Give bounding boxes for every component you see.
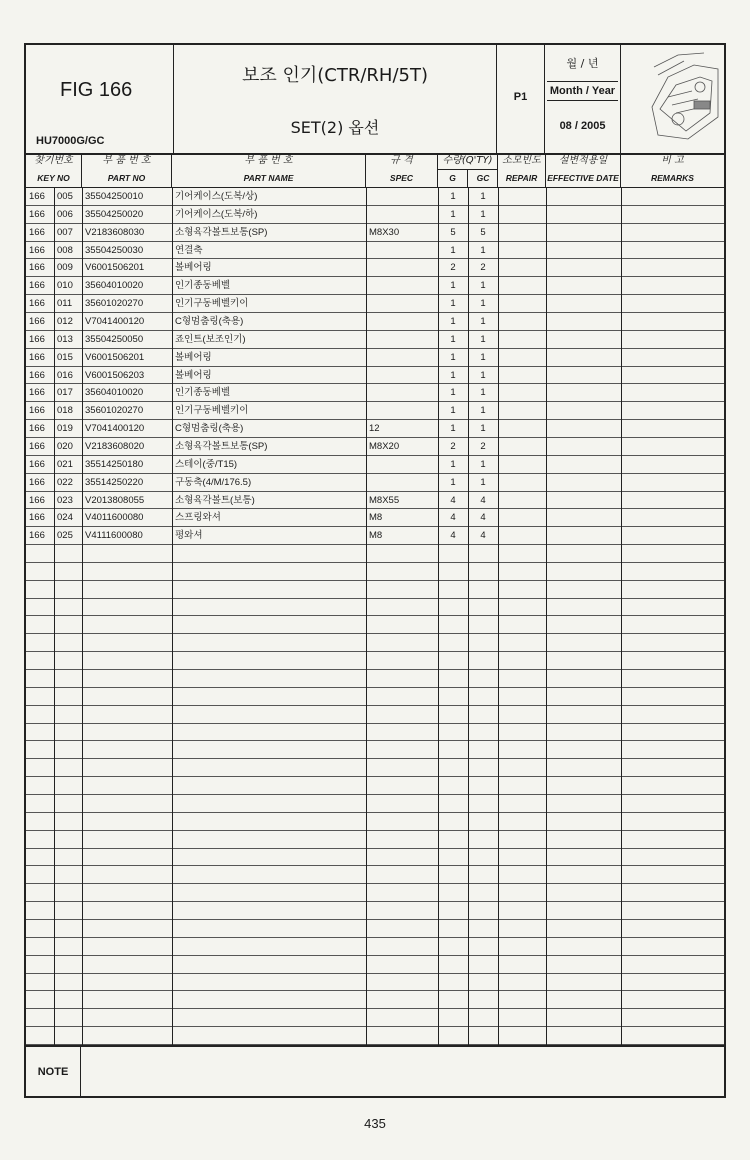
cell-fig: 166 — [29, 369, 45, 381]
cell-name: 연결축 — [175, 244, 203, 256]
cell-part-no: 35514250180 — [85, 458, 144, 470]
table-row — [26, 974, 724, 992]
table-row — [26, 777, 724, 795]
table-row — [26, 331, 724, 349]
title-cell — [174, 45, 497, 153]
cell-name: C형멈춤링(축용) — [175, 315, 244, 327]
cell-gc: 4 — [480, 530, 486, 542]
cell-g: 1 — [450, 476, 456, 488]
cell-g: 2 — [450, 262, 456, 274]
cell-g: 1 — [450, 280, 456, 292]
cell-spec — [366, 313, 438, 331]
cell-part-no: V4111600080 — [85, 530, 143, 542]
table-row — [26, 920, 724, 938]
sheet-page: P1 — [513, 91, 528, 103]
cell-name: C형멈춤링(축용) — [175, 423, 244, 435]
col-qty-g: G — [438, 170, 468, 187]
table-row — [26, 866, 724, 884]
table-row — [26, 849, 724, 867]
col-partno — [82, 153, 172, 187]
cell-key: 022 — [57, 476, 73, 488]
cell-part-no: 35514250220 — [85, 476, 144, 488]
cell-name: 스프링와셔 — [175, 512, 221, 524]
cell-part-no: V6001506203 — [85, 369, 145, 381]
table-row — [26, 724, 724, 742]
cell-g: 5 — [450, 226, 456, 238]
cell-name: 볼베어링 — [175, 351, 212, 363]
cell-spec — [366, 188, 438, 206]
table-row — [26, 741, 724, 759]
cell-g: 4 — [450, 494, 456, 506]
month-year-value: 08 / 2005 — [559, 120, 606, 132]
table-row — [26, 349, 724, 367]
col-key-kr: 찾기번호 — [34, 155, 73, 166]
month-year-cell — [545, 45, 621, 153]
cell-part-no: 35504250050 — [85, 333, 144, 345]
note-section — [26, 1045, 724, 1098]
table-row — [26, 688, 724, 706]
cell-spec: M8X30 — [369, 226, 400, 238]
cell-spec: M8 — [369, 530, 383, 542]
table-row — [26, 420, 724, 438]
col-remarks — [621, 153, 724, 187]
cell-fig: 166 — [29, 494, 45, 506]
cell-g: 1 — [450, 351, 456, 363]
col-divider — [468, 188, 469, 1045]
page-cell — [497, 45, 545, 153]
table-row — [26, 402, 724, 420]
cell-fig: 166 — [29, 208, 45, 220]
col-remarks-kr: 비 고 — [661, 155, 684, 166]
cell-fig: 166 — [29, 226, 45, 238]
parts-sheet — [24, 43, 726, 1098]
cell-key: 005 — [57, 191, 73, 202]
cell-g: 4 — [450, 512, 456, 524]
cell-name: 인기구동베벨키이 — [175, 405, 249, 417]
cell-gc: 4 — [480, 494, 486, 506]
cell-spec — [366, 206, 438, 224]
cell-gc: 1 — [480, 208, 486, 220]
table-row — [26, 956, 724, 974]
col-divider — [498, 188, 499, 1045]
table-row — [26, 902, 724, 920]
table-row — [26, 991, 724, 1009]
cell-fig: 166 — [29, 280, 45, 292]
cell-fig: 166 — [29, 423, 45, 435]
cell-name: 인기종동베벨 — [175, 280, 231, 292]
table-row — [26, 259, 724, 277]
cell-fig: 166 — [29, 262, 45, 274]
cell-key: 019 — [57, 423, 73, 435]
cell-name: 기어케이스(도복/하) — [175, 208, 258, 220]
cell-spec: M8X55 — [369, 494, 400, 506]
cell-part-no: 35504250010 — [85, 191, 144, 202]
col-divider — [82, 188, 83, 1045]
col-remarks-en: REMARKS — [651, 173, 694, 183]
table-row — [26, 884, 724, 902]
cell-fig: 166 — [29, 298, 45, 310]
cell-g: 2 — [450, 440, 456, 452]
table-row — [26, 1009, 724, 1027]
cell-key: 015 — [57, 351, 73, 363]
cell-fig: 166 — [29, 405, 45, 417]
cell-key: 018 — [57, 405, 73, 417]
cell-key: 023 — [57, 494, 73, 506]
cell-part-no: V6001506201 — [85, 262, 145, 274]
cell-gc: 2 — [480, 440, 486, 452]
cell-fig: 166 — [29, 476, 45, 488]
cell-gc: 1 — [480, 351, 486, 363]
cell-part-no: V2013808055 — [85, 494, 145, 506]
cell-fig: 166 — [29, 191, 45, 202]
cell-spec — [366, 384, 438, 402]
col-partno-en: PART NO — [107, 173, 146, 183]
cell-key: 012 — [57, 315, 73, 327]
col-effective-en: EFFECTIVE DATE — [547, 173, 619, 183]
cell-fig: 166 — [29, 244, 45, 256]
figure-cell — [26, 45, 174, 153]
cell-gc: 1 — [480, 244, 486, 256]
table-row — [26, 831, 724, 849]
col-partname — [172, 153, 366, 187]
table-row — [26, 759, 724, 777]
assembly-subtitle: SET(2) 옵션 — [290, 118, 380, 137]
cell-name: 볼베어링 — [175, 262, 212, 274]
table-row — [26, 384, 724, 402]
cell-part-no: 35601020270 — [85, 298, 144, 310]
table-row — [26, 188, 724, 206]
cell-spec — [366, 295, 438, 313]
col-divider — [54, 188, 55, 1045]
cell-fig: 166 — [29, 315, 45, 327]
cell-spec — [366, 349, 438, 367]
table-row — [26, 295, 724, 313]
col-effective-kr: 설변적용일 — [558, 155, 608, 166]
cell-part-no: 35504250020 — [85, 208, 144, 220]
cell-gc: 1 — [480, 369, 486, 381]
cell-key: 009 — [57, 262, 73, 274]
table-row — [26, 563, 724, 581]
cell-fig: 166 — [29, 530, 45, 542]
figure-number: FIG 166 — [60, 79, 133, 101]
col-effective — [546, 153, 621, 187]
cell-gc: 1 — [480, 476, 486, 488]
cell-gc: 1 — [480, 280, 486, 292]
cell-part-no: V7041400120 — [85, 423, 145, 435]
cell-part-no: V2183608030 — [85, 226, 145, 238]
cell-spec — [366, 331, 438, 349]
cell-key: 010 — [57, 280, 73, 292]
table-row — [26, 438, 724, 456]
table-row — [26, 652, 724, 670]
table-row — [26, 206, 724, 224]
table-row — [26, 313, 724, 331]
cell-key: 024 — [57, 512, 73, 524]
table-row — [26, 545, 724, 563]
col-spec — [366, 153, 438, 187]
cell-part-no: 35604010020 — [85, 280, 144, 292]
cell-name: 소형육각볼트보통(SP) — [175, 226, 268, 238]
cell-g: 1 — [450, 423, 456, 435]
month-year-label-kr: 월 / 년 — [566, 57, 599, 70]
cell-gc: 1 — [480, 387, 486, 399]
cell-key: 008 — [57, 244, 73, 256]
cell-spec: M8 — [369, 512, 383, 524]
cell-spec — [366, 367, 438, 385]
cell-part-no: V7041400120 — [85, 315, 145, 327]
cell-spec — [366, 242, 438, 260]
cell-fig: 166 — [29, 351, 45, 363]
table-row — [26, 509, 724, 527]
col-partname-en: PART NAME — [243, 173, 294, 183]
cell-fig: 166 — [29, 512, 45, 524]
cell-g: 1 — [450, 208, 456, 220]
cell-name: 소형육각볼트보통(SP) — [175, 440, 268, 452]
table-row — [26, 813, 724, 831]
cell-key: 011 — [57, 298, 73, 310]
cell-name: 인기구동베벨키이 — [175, 298, 249, 310]
table-row — [26, 581, 724, 599]
cell-spec — [366, 474, 438, 492]
cell-key: 025 — [57, 530, 73, 542]
cell-spec: 12 — [369, 423, 380, 435]
cell-name: 소형육각볼트(보통) — [175, 494, 255, 506]
cell-spec — [366, 277, 438, 295]
cell-key: 017 — [57, 387, 73, 399]
col-partno-kr: 부 품 번 호 — [102, 155, 151, 166]
cell-g: 1 — [450, 405, 456, 417]
cell-part-no: V2183608020 — [85, 440, 145, 452]
month-year-label-en: Month / Year — [547, 81, 618, 101]
cell-name: 죠인트(보조인기) — [175, 333, 246, 345]
assembly-title: 보조 인기(CTR/RH/5T) — [241, 65, 428, 86]
cell-fig: 166 — [29, 458, 45, 470]
table-row — [26, 617, 724, 635]
col-divider — [172, 188, 173, 1045]
cell-key: 021 — [57, 458, 73, 470]
cell-name: 볼베어링 — [175, 369, 212, 381]
table-row — [26, 277, 724, 295]
cell-name: 구동축(4/M/176.5) — [175, 476, 252, 488]
note-label: NOTE — [26, 1047, 81, 1098]
cell-gc: 2 — [480, 262, 486, 274]
cell-fig: 166 — [29, 440, 45, 452]
cell-key: 013 — [57, 333, 73, 345]
cell-gc: 1 — [480, 458, 486, 470]
cell-key: 016 — [57, 369, 73, 381]
cell-g: 1 — [450, 315, 456, 327]
col-divider — [546, 188, 547, 1045]
table-row — [26, 634, 724, 652]
cell-part-no: V4011600080 — [85, 512, 144, 524]
cell-fig: 166 — [29, 333, 45, 345]
table-row — [26, 492, 724, 510]
table-row — [26, 242, 724, 260]
table-row — [26, 1027, 724, 1045]
col-key — [26, 153, 82, 187]
cell-part-no: 35504250030 — [85, 244, 144, 256]
cell-name: 기어케이스(도복/상) — [175, 191, 258, 202]
cell-fig: 166 — [29, 387, 45, 399]
col-repair-kr: 소모빈도 — [502, 155, 541, 166]
cell-g: 4 — [450, 530, 456, 542]
col-qty — [438, 153, 498, 187]
sheet-header — [26, 45, 724, 155]
cell-gc: 1 — [480, 405, 486, 417]
cell-name: 평와셔 — [175, 530, 203, 542]
col-divider — [438, 188, 439, 1045]
table-row — [26, 706, 724, 724]
cell-gc: 1 — [480, 191, 486, 202]
cell-gc: 1 — [480, 333, 486, 345]
table-row — [26, 795, 724, 813]
table-row — [26, 670, 724, 688]
cell-spec: M8X20 — [369, 440, 400, 452]
col-spec-en: SPEC — [389, 173, 414, 183]
page-number: 435 — [364, 1116, 386, 1131]
col-divider — [366, 188, 367, 1045]
column-header-row — [26, 153, 724, 188]
machine-illustration — [648, 47, 722, 147]
col-spec-kr: 규 격 — [390, 155, 413, 166]
cell-key: 006 — [57, 208, 73, 220]
cell-part-no: 35604010020 — [85, 387, 144, 399]
cell-g: 1 — [450, 191, 456, 202]
col-qty-kr: 수량(Q'TY) — [438, 153, 497, 170]
cell-part-no: V6001506201 — [85, 351, 145, 363]
cell-g: 1 — [450, 333, 456, 345]
table-row — [26, 456, 724, 474]
cell-g: 1 — [450, 244, 456, 256]
cell-spec — [366, 259, 438, 277]
parts-table-body — [26, 188, 724, 1045]
col-partname-kr: 부 품 번 호 — [244, 155, 293, 166]
table-row — [26, 367, 724, 385]
model-name: HU7000G/GC — [36, 135, 105, 147]
table-row — [26, 599, 724, 617]
col-key-en: KEY NO — [37, 173, 70, 183]
cell-gc: 1 — [480, 298, 486, 310]
table-row — [26, 474, 724, 492]
cell-gc: 5 — [480, 226, 486, 238]
cell-name: 인기종동베벨 — [175, 387, 231, 399]
col-divider — [621, 188, 622, 1045]
cell-part-no: 35601020270 — [85, 405, 144, 417]
cell-gc: 4 — [480, 512, 486, 524]
cell-key: 020 — [57, 440, 73, 452]
cell-g: 1 — [450, 387, 456, 399]
cell-g: 1 — [450, 369, 456, 381]
cell-spec — [366, 456, 438, 474]
col-qty-gc: GC — [476, 173, 490, 183]
col-repair-en: REPAIR — [505, 173, 538, 183]
cell-spec — [366, 402, 438, 420]
table-row — [26, 938, 724, 956]
cell-name: 스테이(중/T15) — [175, 458, 238, 470]
col-repair — [498, 153, 546, 187]
cell-key: 007 — [57, 226, 73, 238]
cell-gc: 1 — [480, 423, 486, 435]
cell-g: 1 — [450, 298, 456, 310]
cell-g: 1 — [450, 458, 456, 470]
table-row — [26, 224, 724, 242]
table-row — [26, 527, 724, 545]
cell-gc: 1 — [480, 315, 486, 327]
